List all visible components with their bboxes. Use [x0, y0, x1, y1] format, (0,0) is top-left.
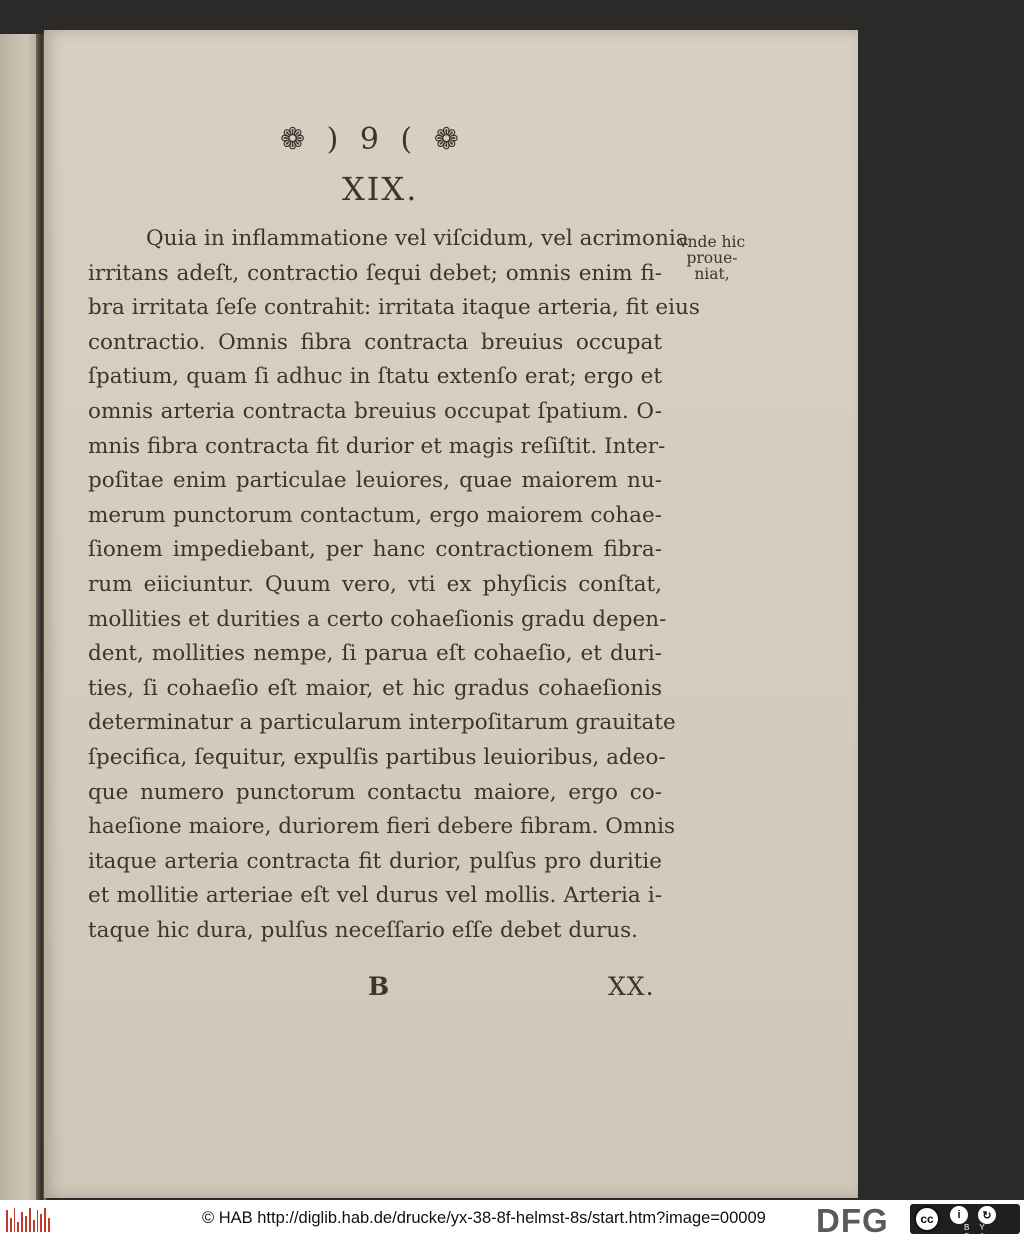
creative-commons-by-sa-icon[interactable] — [910, 1204, 1020, 1238]
text-line: Quia in inflammatione vel viſcidum, vel acrimonia — [146, 226, 689, 251]
text-line: ſionem impediebant, per hanc contractionem fibra- — [88, 537, 662, 563]
text-line: irritans adeſt, contractio ſequi debet; omnis enim fi- — [88, 260, 662, 286]
license-labels: BY SA — [964, 1223, 995, 1238]
text-line: haeſione maiore, duriorem fieri debere fibram. Omnis — [88, 814, 676, 840]
text-line: rum eiiciuntur. Quum vero, vti ex phyſicis conſtat, — [88, 571, 662, 597]
catchword: XX. — [608, 972, 655, 1001]
text-line: ſpatium, quam ſi adhuc in ſtatu extenſo erat; ergo et — [88, 364, 662, 390]
running-head: ❁ ) 9 ( ❁ — [280, 122, 465, 157]
text-line: itaque arteria contracta fit durior, pulſus pro duritie — [88, 848, 662, 874]
dfg-logo[interactable]: DFG — [816, 1202, 889, 1238]
text-line: bra irritata ſeſe contrahit: irritata itaque arteria, fit eius — [88, 295, 700, 321]
text-line: omnis arteria contracta breuius occupat ſpatium. O- — [88, 398, 662, 424]
marginal-note-line: niat, — [694, 265, 730, 283]
footer-credit-link[interactable]: © HAB http://diglib.hab.de/drucke/yx-38-8f-helmst-8s/start.htm?image=00009 — [202, 1209, 766, 1227]
text-line: dent, mollities nempe, ſi parua eſt cohaeſio, et duri- — [88, 641, 662, 667]
text-line: taque hic dura, pulſus neceſſario eſſe debet durus. — [88, 917, 639, 943]
section-number: XIX. — [342, 170, 419, 208]
text-line: que numero punctorum contactu maiore, ergo co- — [88, 779, 662, 805]
text-line: ſpecifica, ſequitur, expulſis partibus leuioribus, adeo- — [88, 744, 666, 770]
signature-mark: B — [368, 972, 390, 1001]
text-line: determinatur a particularum interpoſitarum grauitate — [88, 710, 676, 736]
share-alike-icon: ↻ — [978, 1206, 996, 1224]
hab-barcode-logo-icon[interactable] — [6, 1206, 50, 1232]
footer-bar — [0, 1200, 1024, 1238]
cc-icon: cc — [914, 1206, 940, 1232]
scan-background — [858, 0, 1024, 1200]
text-line: ties, ſi cohaeſio eſt maior, et hic gradus cohaeſionis — [88, 675, 662, 701]
text-line: contractio. Omnis fibra contracta breuius occupat — [88, 329, 662, 355]
attribution-icon: i — [950, 1206, 968, 1224]
text-line: et mollitie arteriae eſt vel durus vel mollis. Arteria i- — [88, 883, 662, 909]
marginal-note-line: vnde hic — [678, 233, 746, 251]
marginal-note — [668, 234, 756, 282]
text-line: mnis fibra contracta fit durior et magis reſiſtit. Inter- — [88, 433, 666, 459]
text-line: poſitae enim particulae leuiores, quae maiorem nu- — [88, 468, 662, 494]
marginal-note-line: proue- — [686, 249, 738, 267]
body-text — [88, 222, 700, 948]
text-line: mollities et durities a certo cohaeſionis gradu depen- — [88, 606, 667, 632]
text-line: merum punctorum contactum, ergo maiorem cohae- — [88, 502, 662, 528]
